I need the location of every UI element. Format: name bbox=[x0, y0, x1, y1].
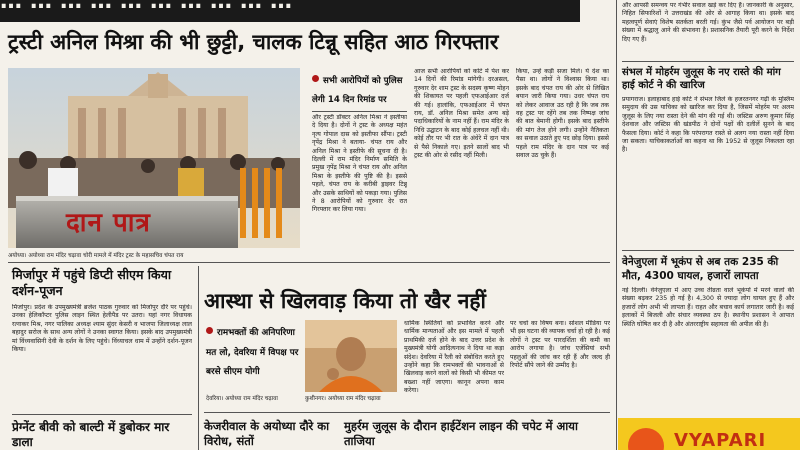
bullet-icon bbox=[206, 327, 213, 334]
donation-box-sign: दान पात्र bbox=[66, 208, 151, 238]
yogi-col2: पर चर्चा का विषय बना। सोशल मीडिया पर भी इस घटना की व्यापक चर्चा हो रही है। कई लोगों ने ट्रस्ट पर पारदर्शिता की कमी का आरोप लगाया है। जांच एजेंसियां सभी पहलुओं की जांच कर रही हैं और जल्द ही रिपोर्ट सौंपे जाने की उम्मीद है। bbox=[510, 320, 610, 370]
venezuela-body: नई दिल्ली। वेनेजुएला में आए उच्च तीव्रता वाले भूकंपों में मरने वालों की संख्या बढ़कर 235 हो गई है। 4,300 से ज्यादा लोग घायल हुए हैं और हजारों लोग अभी भी लापता हैं। राहत और बचाव कार्य लगातार जारी है। कई इलाकों में बिजली और संचार व्यवस्था ठप है। स्थानीय प्रशासन ने आपात स्थिति घोषित कर दी है और अंतरराष्ट्रीय सहायता की अपील की है। bbox=[622, 287, 794, 328]
yogi-caption-right: कुशीनगर। अयोध्या राम मंदिर चढ़ावा bbox=[305, 396, 381, 402]
ad-text: VYAPARI bbox=[674, 430, 767, 450]
yogi-pull-quote-text: रामभक्तों की अनिपरिणा मत लो, देवरिया में विपक्ष पर बरसे सीएम योगी bbox=[206, 328, 299, 377]
mirzapur-body: मिर्जापुर। प्रदेश के उपमुख्यमंत्री ब्रजेश पाठक गुरुवार को मिर्जापुर दौरे पर पहुंचे। उनका हेलिकॉप्टर पुलिस लाइन स्थित हेलीपैड पर उतरा। यहां नगर विधायक रत्नाकर मिश्र, नगर पालिका अध्यक्ष श्याम सुंदर केसरी व भाजपा जिलाध्यक्ष लाल बहादुर सरोज के साथ अन्य लोगों ने उनका स्वागत किया। इसके बाद उपमुख्यमंत्री मां विंध्यवासिनी देवी के दर्शन के लिए पहुंचे। विंध्याचल धाम में उन्होंने दर्शन-पूजन किया। bbox=[12, 304, 192, 354]
top-banner bbox=[0, 0, 580, 22]
yogi-caption-left: देवरिया। अयोध्या राम मंदिर चढ़ावा bbox=[206, 396, 278, 402]
main-photo-caption: अयोध्या। अयोध्या राम मंदिर चढ़ावा चोरी मामले में मंदिर ट्रस्ट के महासचिव चंपत राय bbox=[8, 253, 184, 259]
bottom-story-3-headline: मुहर्रम जुलूस के दौरान हाईटेंशन लाइन की चपेट में आया ताजिया bbox=[344, 419, 578, 448]
right-top-rule bbox=[622, 61, 794, 62]
main-story-col2: आज सभी आरोपियों को कोर्ट में पेश कर 14 दिनों की रिमांड मांगेगी। दरअसल, गुरुवार देर शाम ट्रस्ट के सदस्य कृष्ण मोहन की शिकायत पर पहली एफआईआर दर्ज की गई। हालांकि, एफआईआर में चंपत राय, डॉ. अनिल मिश्रा समेत अन्य बड़े पदाधिकारियों के नाम नहीं हैं। राम मंदिर के निधि उद्घाटन के बाद कोई हलचल नहीं थी। कोई तौर पर भी रात के अंधेरे में दान पात्र से पैसे निकाले गए। इतने सालों बाद भी ट्रस्ट की ओर से रसीद नहीं मिली। bbox=[414, 68, 509, 160]
left-column-rule bbox=[198, 266, 199, 450]
ad-banner bbox=[618, 418, 800, 450]
main-pull-quote-text: सभी आरोपियों को पुलिस लेगी 14 दिन रिमांड पर bbox=[312, 76, 403, 105]
main-pull-quote bbox=[312, 68, 407, 106]
main-headline: ट्रस्टी अनिल मिश्रा की भी छुट्टी, चालक टिन्नू सहित आठ गिरफ्तार bbox=[8, 30, 499, 54]
sambhal-headline: संभल में मोहर्रम जुलूस के नए रास्ते की मांग हाई कोर्ट ने की खारिज bbox=[622, 67, 781, 91]
sambhal-body: प्रयागराज। इलाहाबाद हाई कोर्ट ने संभल जिले के हजरतनगर गढ़ी के मुस्लिम समुदाय की उस याचिका को खारिज कर दिया है, जिसमें मोहर्रम पर अलम जुलूस के लिए नया रास्ता देने की मांग की गई थी। जस्टिस अरुण कुमार सिंह देशवाल और जस्टिस की खंडपीठ ने दोनों पक्षों की दलीलें सुनने के बाद फैसला दिया। कोर्ट ने कहा कि परंपरागत रास्ते से अलग नया रास्ता नहीं दिया जा सकता। याचिकाकर्ताओं का कहना था कि 1952 से जुलूस निकलता रहा है। bbox=[622, 96, 794, 154]
bullet-icon bbox=[312, 75, 319, 82]
yogi-photo bbox=[305, 320, 397, 392]
temple-donation-photo bbox=[8, 68, 300, 248]
yogi-bottom-rule bbox=[204, 412, 610, 413]
top-banner-text: ………………………… bbox=[0, 0, 300, 14]
right-top-text: और आपसी समन्वय पर गंभीर सवाल खड़े कर दिए हैं। जानकारी के अनुसार, निहित सिफारिशों ने उत्तराखंड की ओर से आगाह किया था। इसके बाद महत्वपूर्ण सेवाएं विशेष सतर्कता बरती गई। कुंभ जैसे पर्व आयोजन पर बड़ी संख्या में श्रद्धालु आने की संभावना है। प्रशासनिक तैयारी पूरी करने के निर्देश दिए गए हैं। bbox=[622, 2, 794, 43]
yogi-headline: आस्था से खिलवाड़ किया तो खैर नहीं bbox=[204, 289, 486, 313]
pull-quote-rule bbox=[312, 111, 407, 112]
sambhal-rule bbox=[622, 250, 794, 251]
bottom-story-2-headline: केजरीवाल के अयोध्या दौरे का विरोध, संतों bbox=[204, 419, 330, 448]
main-story-col1: और ट्रस्टी डॉक्टर अनिल मिश्रा ने इस्तीफा दे दिया है। दोनों ने ट्रस्ट के अध्यक्ष महंत नृत्य गोपाल दास को इस्तीफा सौंपा। ट्रस्टी नृपेंद्र मिश्रा ने बताया- चंपत राय और अनिल मिश्रा ने इस्तीफे की सूचना दी है। दिल्ली में राम मंदिर निर्माण समिति के प्रमुख नृपेंद्र मिश्रा ने चंपत राय और अनिल मिश्रा के इस्तीफे की पुष्टि की है। इससे पहले, चंपत राय के करीबी ड्राइवर टिन्नू और उसके साथियों को पकड़ा गया। पुलिस ने 8 आरोपियों को गुरुवार देर रात गिरफ्तार कर लिया गया। bbox=[312, 114, 407, 214]
venezuela-headline: वेनेजुएला में भूकंप से अब तक 235 की मौत, 4300 घायल, हजारों लापता bbox=[622, 256, 779, 282]
main-story-col3: किया, उन्हें कड़ी सजा मिले। ये देश का पैसा था। लोगों ने विश्वास किया था। इसके बाद चंपत राय की ओर से लिखित बयान जारी किया गया। उधर चंपत राय को लेकर आवाज उठ रही है कि जब तक वह ट्रस्ट पर रहेंगे तब तक निष्पक्ष जांच की बात बेमानी होगी। इसके बाद इस्तीफे की मांग तेज होने लगी। उन्होंने नैतिकता का सवाल उठाते हुए पद छोड़ दिया। इससे पहले राम मंदिर के दान पात्र पर कई सवाल उठ चुके हैं। bbox=[516, 68, 609, 160]
yogi-photo-image bbox=[305, 320, 397, 392]
mirzapur-headline: मिर्जापुर में पहुंचे डिप्टी सीएम किया दर्शन-पूजन bbox=[12, 267, 172, 298]
main-bottom-rule bbox=[8, 262, 610, 263]
right-column-rule bbox=[616, 0, 617, 450]
yogi-pull-quote bbox=[206, 320, 302, 379]
bottom-story-1-headline: प्रेग्नेंट बीवी को बाल्टी में डुबोकर मार डाला bbox=[12, 420, 170, 449]
mirzapur-bottom-rule bbox=[12, 414, 192, 415]
yogi-col1: धार्मिक स्थितियों को प्रभावित करने और धार्मिक मान्यताओं और इस मामले में पहली प्राथमिकी दर्ज होने के बाद उत्तर प्रदेश के मुख्यमंत्री योगी आदित्यनाथ ने दिया था कड़ा संदेश। देवरिया में रैली को संबोधित करते हुए उन्होंने कहा कि रामभक्तों की भावनाओं से खिलवाड़ करने वालों को किसी भी कीमत पर बख्शा नहीं जाएगा। कानून अपना काम करेगा। bbox=[404, 320, 504, 395]
ad-circle bbox=[628, 428, 664, 450]
temple-photo-image bbox=[8, 68, 300, 248]
